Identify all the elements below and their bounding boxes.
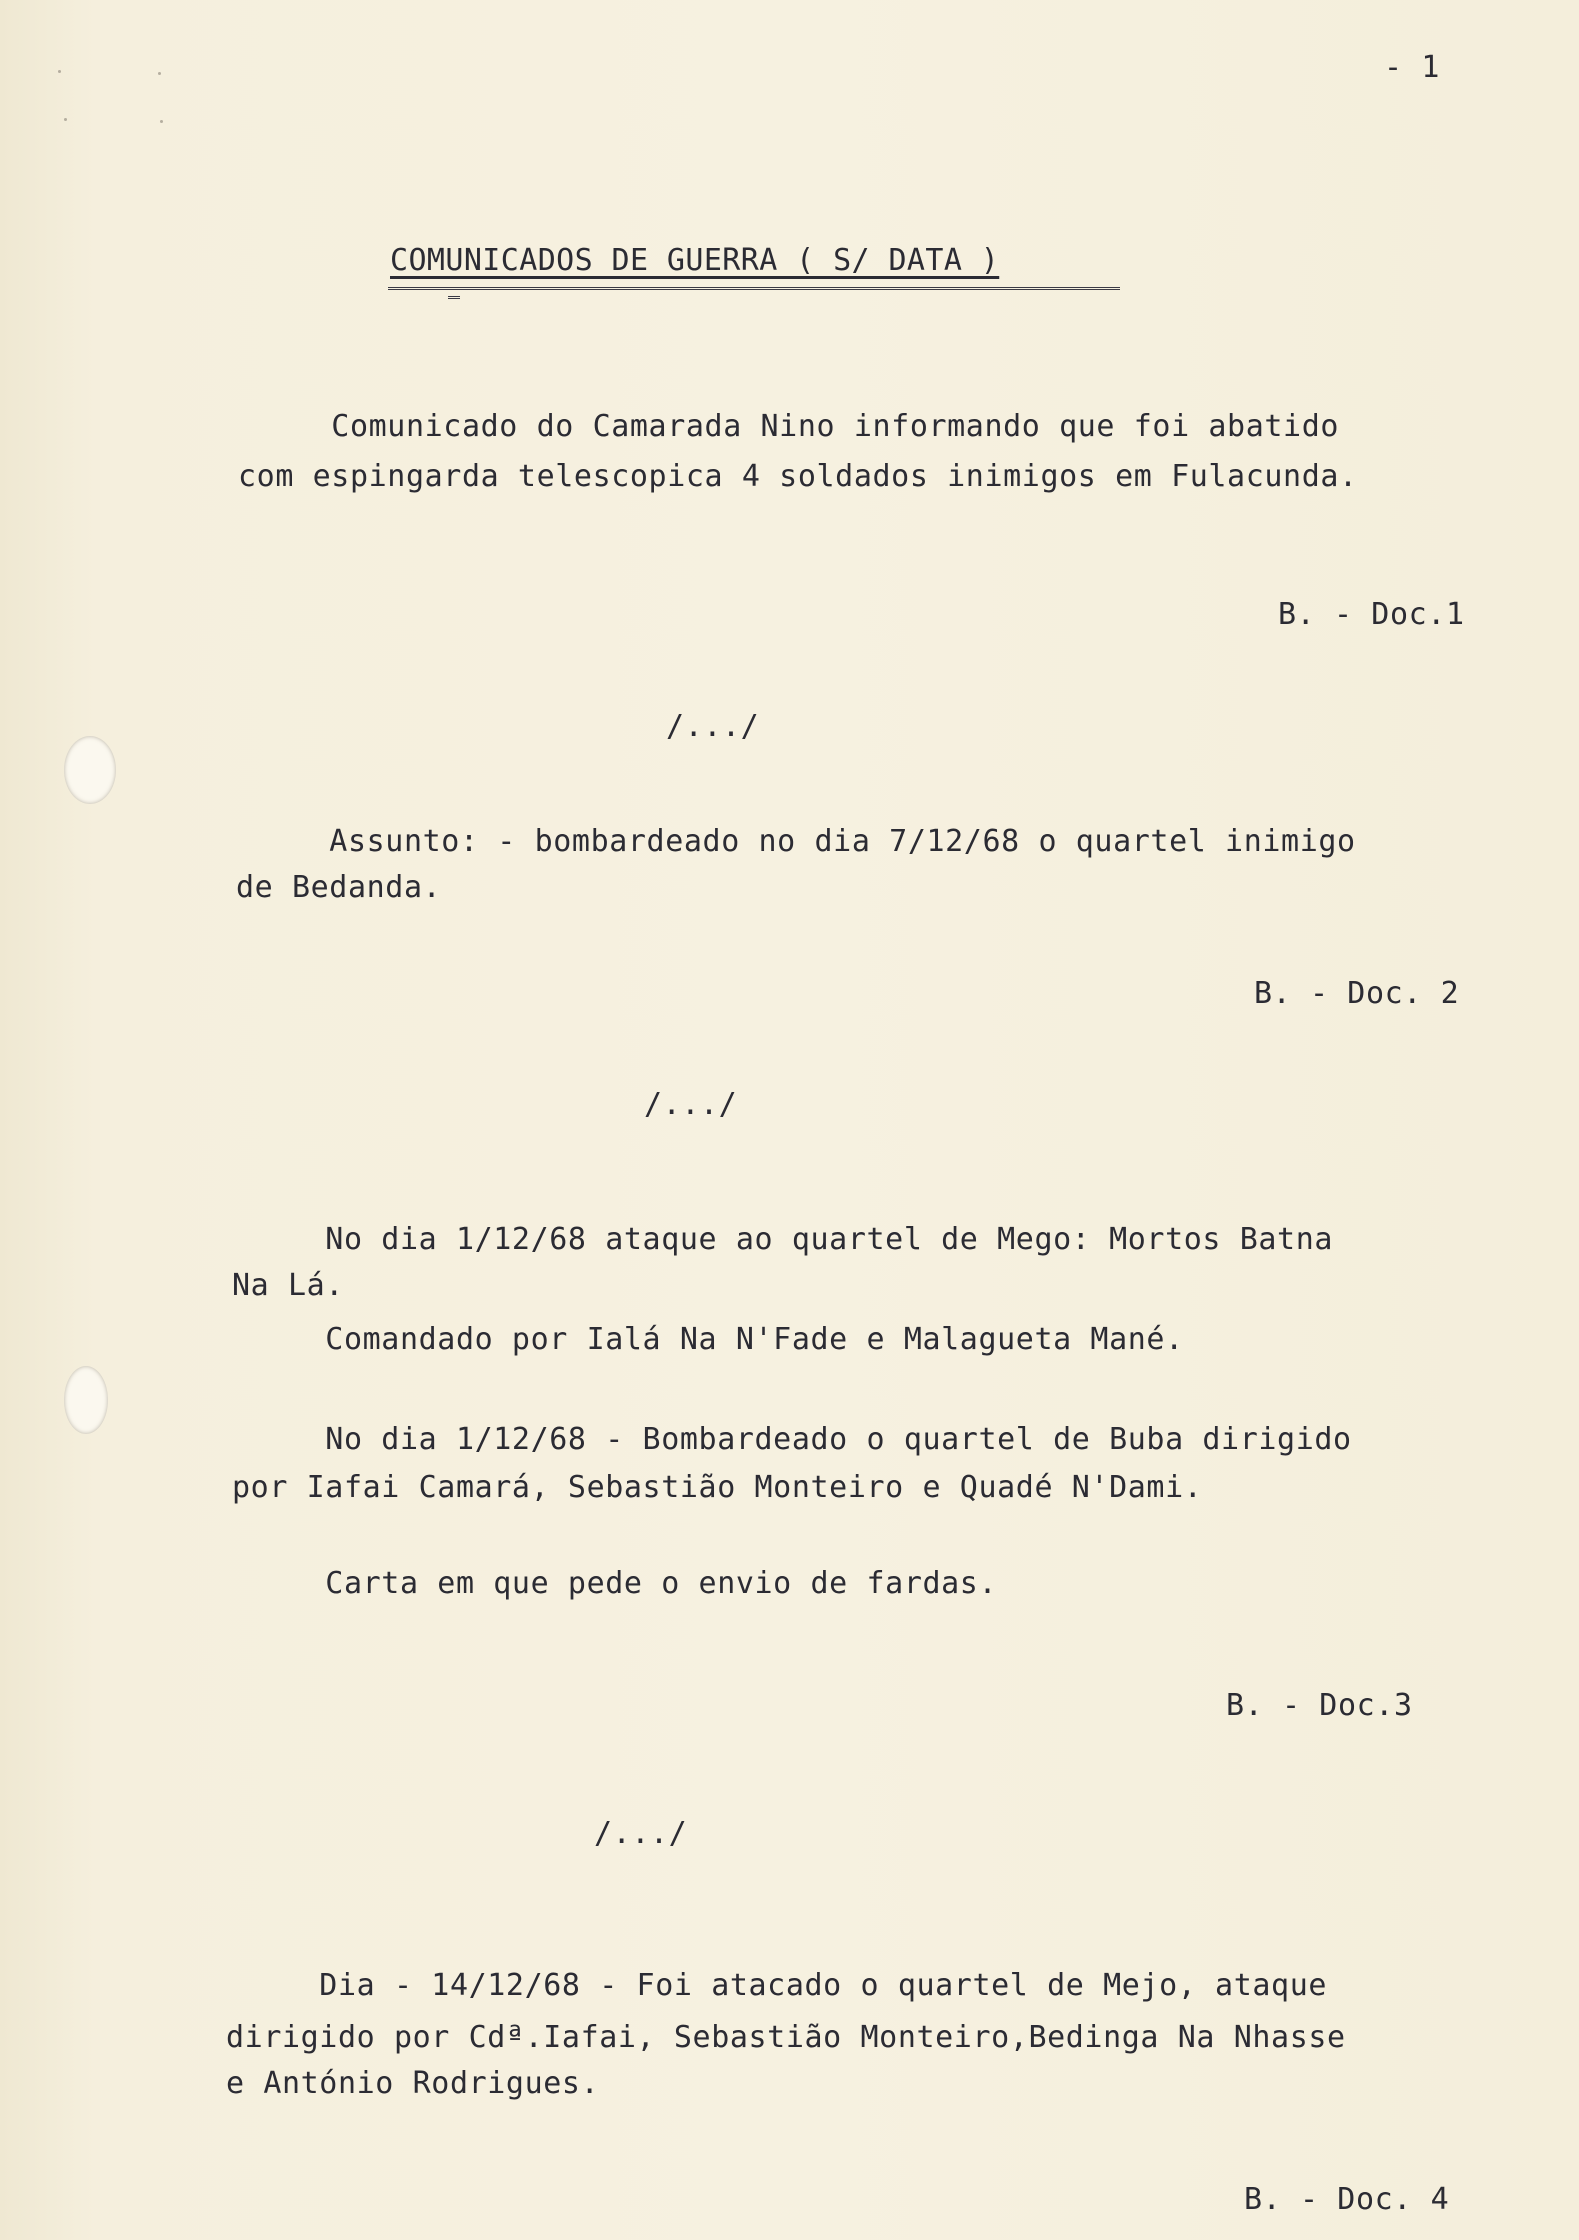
- entry-4-line-3: e António Rodrigues.: [226, 2066, 600, 2101]
- title-underline-tick: [448, 296, 460, 299]
- entry-3-line-6: Carta em que pede o envio de fardas.: [232, 1566, 998, 1601]
- punch-hole-bottom: [64, 1366, 108, 1434]
- entry-3-line-3: Comandado por Ialá Na N'Fade e Malagueta Mané.: [232, 1322, 1184, 1357]
- page-number: - 1: [1384, 50, 1440, 85]
- entry-4-line-2: dirigido por Cdª.Iafai, Sebastião Monteiro,Bedinga Na Nhasse: [226, 2020, 1346, 2055]
- entry-3-line-5: por Iafai Camará, Sebastião Monteiro e Quadé N'Dami.: [232, 1470, 1203, 1505]
- entry-1-line-1: Comunicado do Camarada Nino informando que foi abatido: [238, 409, 1340, 444]
- entry-3-line-2: Na Lá.: [232, 1268, 344, 1303]
- title-double-underline: [388, 287, 1120, 290]
- paper-speck: [64, 118, 67, 121]
- entry-4-separator: /.../: [594, 1816, 688, 1851]
- paper-speck: [158, 72, 161, 75]
- entry-3-reference: B. - Doc.3: [1226, 1688, 1413, 1723]
- entry-1-line-2: com espingarda telescopica 4 soldados inimigos em Fulacunda.: [238, 459, 1358, 494]
- entry-4-reference: B. - Doc. 4: [1244, 2182, 1450, 2217]
- paper-speck: [58, 70, 61, 73]
- paper-speck: [160, 120, 163, 123]
- entry-2-separator: /.../: [666, 709, 760, 744]
- entry-2-reference: B. - Doc. 2: [1254, 976, 1460, 1011]
- document-title: COMUNICADOS DE GUERRA ( S/ DATA ): [390, 243, 1000, 278]
- entry-2-line-1: Assunto: - bombardeado no dia 7/12/68 o quartel inimigo: [236, 824, 1356, 859]
- entry-4-line-1: Dia - 14/12/68 - Foi atacado o quartel de Mejo, ataque: [226, 1968, 1328, 2003]
- entry-2-line-2: de Bedanda.: [236, 870, 442, 905]
- entry-1-reference: B. - Doc.1: [1278, 597, 1465, 632]
- entry-3-separator: /.../: [644, 1087, 738, 1122]
- punch-hole-top: [64, 736, 116, 804]
- entry-3-line-1: No dia 1/12/68 ataque ao quartel de Mego: Mortos Batna: [232, 1222, 1334, 1257]
- entry-3-line-4: No dia 1/12/68 - Bombardeado o quartel de Buba dirigido: [232, 1422, 1352, 1457]
